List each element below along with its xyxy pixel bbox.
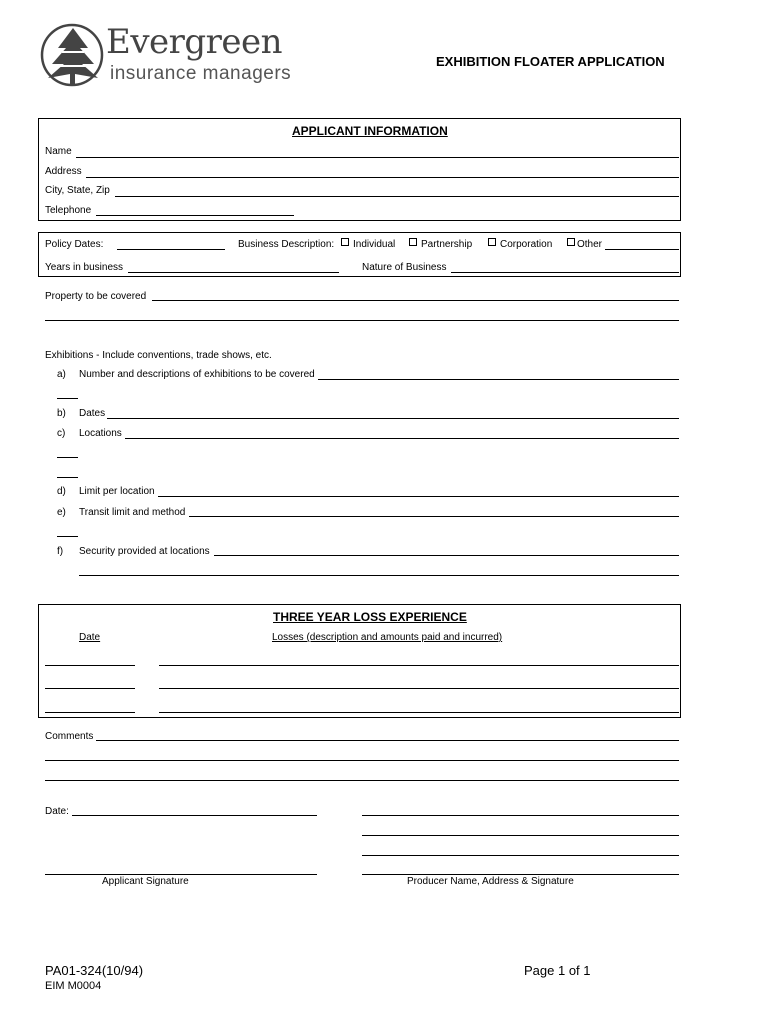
item-d-label: Limit per location xyxy=(79,486,155,497)
eim-code: EIM M0004 xyxy=(45,980,102,992)
other-field[interactable] xyxy=(605,249,679,250)
item-e-letter: e) xyxy=(57,507,66,518)
item-d-letter: d) xyxy=(57,486,66,497)
loss-description-row-3[interactable] xyxy=(159,712,679,713)
loss-description-row-2[interactable] xyxy=(159,688,679,689)
loss-experience-heading: THREE YEAR LOSS EXPERIENCE xyxy=(273,610,467,624)
evergreen-tree-icon xyxy=(40,22,104,88)
producer-line-3[interactable] xyxy=(362,855,679,856)
name-label: Name xyxy=(45,146,72,157)
signature-date-label: Date: xyxy=(45,806,69,817)
item-e-label: Transit limit and method xyxy=(79,507,186,518)
item-c-field-short-2[interactable] xyxy=(57,477,78,478)
other-option-label: Other xyxy=(577,239,603,250)
producer-signature-caption: Producer Name, Address & Signature xyxy=(407,876,574,887)
signature-date-field[interactable] xyxy=(72,815,317,816)
city-state-zip-label: City, State, Zip xyxy=(45,185,110,196)
item-b-letter: b) xyxy=(57,408,66,419)
comments-field-line-2[interactable] xyxy=(45,760,679,761)
item-a-field-short[interactable] xyxy=(57,398,78,399)
item-a-field[interactable] xyxy=(318,379,679,380)
years-in-business-field[interactable] xyxy=(128,272,339,273)
item-b-field[interactable] xyxy=(107,418,679,419)
comments-field-line-3[interactable] xyxy=(45,780,679,781)
loss-date-row-3[interactable] xyxy=(45,712,135,713)
applicant-info-heading: APPLICANT INFORMATION xyxy=(292,124,448,138)
nature-of-business-field[interactable] xyxy=(451,272,679,273)
business-description-label: Business Description: xyxy=(238,239,335,250)
item-c-field[interactable] xyxy=(125,438,679,439)
item-f-label: Security provided at locations xyxy=(79,546,210,557)
comments-field[interactable] xyxy=(96,740,679,741)
logo-wordmark: Evergreen xyxy=(106,22,283,62)
loss-date-column-header: Date xyxy=(79,632,101,643)
property-label: Property to be covered xyxy=(45,291,147,302)
corporation-checkbox[interactable] xyxy=(488,238,496,246)
address-field[interactable] xyxy=(86,177,679,178)
exhibitions-intro: Exhibitions - Include conventions, trade shows, etc. xyxy=(45,350,272,361)
item-c-letter: c) xyxy=(57,428,66,439)
partnership-checkbox[interactable] xyxy=(409,238,417,246)
telephone-field[interactable] xyxy=(96,215,294,216)
city-state-zip-field[interactable] xyxy=(115,196,679,197)
property-field[interactable] xyxy=(152,300,679,301)
individual-checkbox[interactable] xyxy=(341,238,349,246)
producer-signature-line[interactable] xyxy=(362,874,679,875)
partnership-option-label: Partnership xyxy=(421,239,473,250)
individual-option-label: Individual xyxy=(353,239,396,250)
item-d-field[interactable] xyxy=(158,496,679,497)
years-in-business-label: Years in business xyxy=(45,262,124,273)
logo-tagline: insurance managers xyxy=(110,63,292,84)
item-c-label: Locations xyxy=(79,428,122,439)
item-a-label: Number and descriptions of exhibitions to be covered xyxy=(79,369,315,380)
name-field[interactable] xyxy=(76,157,679,158)
corporation-option-label: Corporation xyxy=(500,239,553,250)
comments-label: Comments xyxy=(45,731,94,742)
loss-date-row-2[interactable] xyxy=(45,688,135,689)
item-e-field[interactable] xyxy=(189,516,679,517)
policy-dates-field[interactable] xyxy=(117,249,225,250)
item-f-letter: f) xyxy=(57,546,64,557)
form-title: EXHIBITION FLOATER APPLICATION xyxy=(436,54,665,69)
form-number: PA01-324(10/94) xyxy=(45,963,144,978)
applicant-signature-caption: Applicant Signature xyxy=(102,876,189,887)
item-a-letter: a) xyxy=(57,369,66,380)
address-label: Address xyxy=(45,166,82,177)
page-number: Page 1 of 1 xyxy=(524,963,591,978)
policy-dates-label: Policy Dates: xyxy=(45,239,104,250)
loss-description-row-1[interactable] xyxy=(159,665,679,666)
loss-date-row-1[interactable] xyxy=(45,665,135,666)
item-f-field-line-2[interactable] xyxy=(79,575,679,576)
item-e-field-short[interactable] xyxy=(57,536,78,537)
telephone-label: Telephone xyxy=(45,205,92,216)
producer-line-2[interactable] xyxy=(362,835,679,836)
company-logo xyxy=(40,22,300,92)
other-checkbox[interactable] xyxy=(567,238,575,246)
applicant-signature-line[interactable] xyxy=(45,874,317,875)
property-field-line-2[interactable] xyxy=(45,320,679,321)
item-c-field-short-1[interactable] xyxy=(57,457,78,458)
nature-of-business-label: Nature of Business xyxy=(362,262,447,273)
item-f-field[interactable] xyxy=(214,555,679,556)
producer-line-1[interactable] xyxy=(362,815,679,816)
loss-description-column-header: Losses (description and amounts paid and incurred) xyxy=(272,632,503,643)
item-b-label: Dates xyxy=(79,408,106,419)
